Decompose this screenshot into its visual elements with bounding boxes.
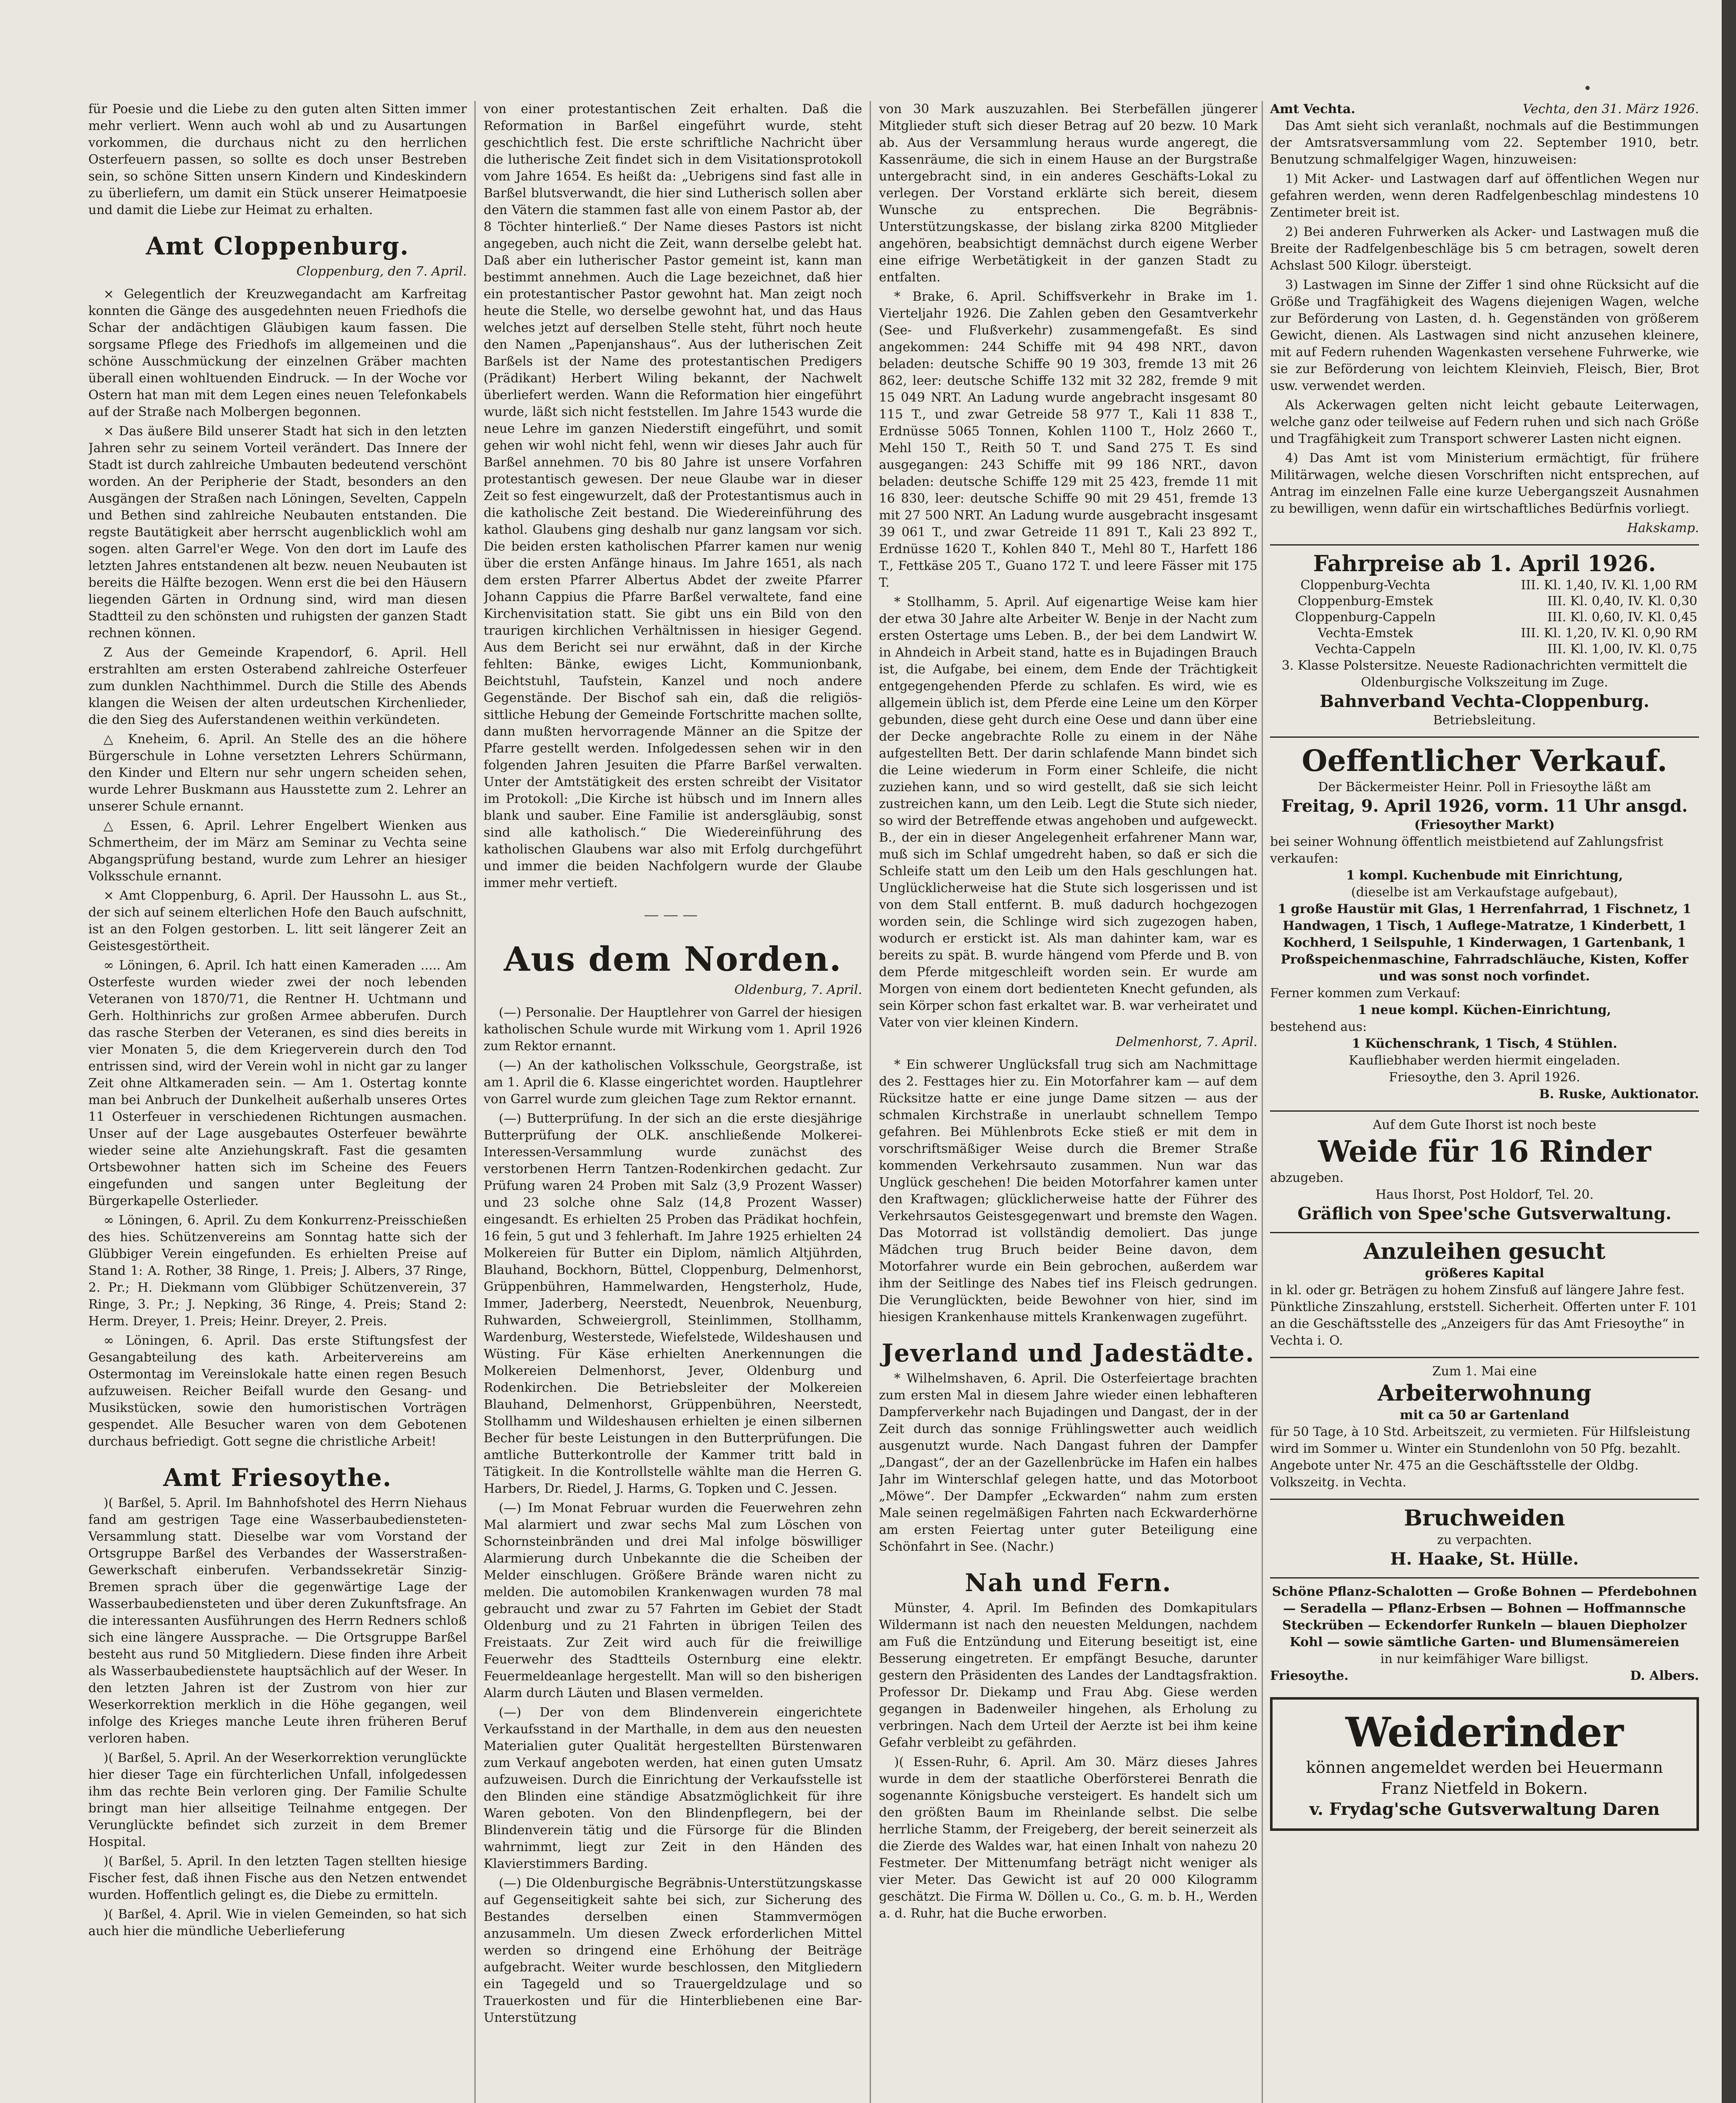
sale-item: 1 Küchenschrank, 1 Tisch, 4 Stühlen. bbox=[1352, 1036, 1617, 1051]
column-rule bbox=[1262, 101, 1263, 2103]
sale-ad bbox=[1270, 736, 1699, 1103]
article-text: (—) Butterprüfung. In der sich an die erste diesjährige Butterprüfung der OLK. anschließende Molkerei-Interessen-Versammlung wurde zunächst des verstorbenen Herrn Tantzen-Rodenkirchen gedacht. Zur Prüfung waren 24 Proben mit Salz (3,9 Prozent Wasser) und 23 solche ohne Salz (14,8 Prozent Wasser) eingesandt. Es erhielten 25 Proben das Prädikat hochfein, 16 fein, 5 gut und 3 fehlerhaft. Im Jahre 1925 erhielten 24 Molkereien für Butter ein Diplom, nämlich Altjührden, Blauhand, Bockhorn, Büttel, Cloppenburg, Delmenhorst, Grüppenbühren, Hammelwarden, Hengsterholz, Hude, Immer, Jaderberg, Neerstedt, Neuenbrok, Neuenburg, Ruhwarden, Schweiergroll, Steinlimmen, Stollhamm, Wardenburg, Westerstede, Wiefelstede, Wildeshausen und Wüsting. Für Käse erhielten Anerkennungen die Molkereien Delmenhorst, Jever, Oldenburg und Rodenkirchen. Die Betriebsleiter der Molkereien Blauhand, Delmenhorst, Grüppenbühren, Neerstedt, Stollhamm und Wildeshausen erhielten je einen silbernen Becher für beste Leistungen in den Butterprüfungen. Die amtliche Butterkontrolle der Kammer tritt bald in Tätigkeit. In die Kontrollstelle wählte man die Herren G. Harbers, Dr. Riedel, J. Harms, G. Topken und C. Jessen. bbox=[484, 1111, 862, 1496]
article-text: (—) Personalie. Der Hauptlehrer von Garrel der hiesigen katholischen Schule wurde mit Wirkung vom 1. April 1926 zum Rektor ernannt. bbox=[484, 1005, 862, 1054]
article-text: Münster, 4. April. Im Befinden des Domkapitulars Wildermann ist nach den neuesten Meldungen, nachdem am Fuß die Entzündung und Eiterung beseitigt ist, eine Besserung eingetreten. Er empfängt Besuche, darunter gestern den Präsidenten des Landes der Landtagsfraktion. Professor Dr. Diekamp und Frau Abg. Giese werden gegangen in Badenweiler hingehen, als Erholung zu verbringen. Nach dem Urteil der Aerzte ist bei ihm keine Gefahr verbleibt zu gefährden. bbox=[879, 1601, 1257, 1750]
notice-text: 1) Mit Acker- und Lastwagen darf auf öffentlichen Wegen nur gefahren werden, wenn deren Radfelgenbeschlag mindestens 10 Zentimeter breit ist. bbox=[1270, 172, 1699, 220]
notice-text: Als Ackerwagen gelten nicht leicht gebaute Leiterwagen, welche ganz oder teilweise auf Federn ruhen und sich nach Größe und Tragfähigkeit zum Transport schwerer Lasten nicht eignen. bbox=[1270, 398, 1699, 446]
dwelling-ad bbox=[1270, 1357, 1699, 1491]
pasture-org: Gräflich von Spee'sche Gutsverwaltung. bbox=[1297, 1204, 1672, 1224]
notice-text: Das Amt sieht sich veranlaßt, nochmals auf die Bestimmungen der Amtsratsversammlung vom 22. September 1910, betr. Benutzung schmalfelgiger Wagen, hinzuweisen: bbox=[1270, 119, 1699, 167]
article-text: für Poesie und die Liebe zu den guten alten Sitten immer mehr verliert. Wenn auch wohl ab und zu Ausartungen vorkommen, die durchaus nicht zu den herrlichen Osterfeuern passen, so sollte es doch unser Bestreben sein, so schöne Sitten unsern Kindern und Kindeskindern zu überliefern, um damit ein Stück unserer Heimatpoesie und damit die Liebe zur Heimat zu erhalten. bbox=[88, 102, 467, 217]
pasture-text: Haus Ihorst, Post Holdorf, Tel. 20. bbox=[1375, 1187, 1594, 1202]
article-text: von 30 Mark auszuzahlen. Bei Sterbefällen jüngerer Mitglieder stuft sich dieser Betrag auf 20 bezw. 10 Mark ab. Aus der Versammlung heraus wurde angeregt, die Kassenräume, die sich in einem Hause an der Burgstraße untergebracht sind, in ein anderes Geschäfts-Lokal zu verlegen. Der Vorstand erklärte sich bereit, diesem Wunsche zu entsprechen. Die Begräbnis-Unterstützungskasse, der bislang zirka 8200 Mitglieder angehören, beabsichtigt demnächst durch eigene Werber eine eifrige Werbetätigkeit in der ganzen Stadt zu entfalten. bbox=[879, 102, 1257, 285]
fare-cell: III. Kl. 1,40, IV. Kl. 1,00 RM bbox=[1521, 578, 1697, 593]
article-text: (—) Der von dem Blindenverein eingerichtete Verkaufsstand in der Marthalle, in dem aus den neuesten Materialien guter Qualität hergestellten Bürstenwaren zum Verkauf angeboten werden, hat einen guten Umsatz aufzuweisen. Durch die Einrichtung der Verkaufsstelle ist den Blinden eine ständige Absatzmöglichkeit für ihre Waren geboten. Von den Blindenpflegern, bei der Blindenverein tätig und die Fürsorge für die Blinden wahrnimmt, liegt zur Zeit in den Händen des Klavierstimmers Barding. bbox=[484, 1705, 862, 1871]
article-text: △ Kneheim, 6. April. An Stelle des an die höhere Bürgerschule in Lohne versetzten Lehrers Schürmann, den Kinder und Eltern nur sehr ungern scheiden sehen, wurde Lehrer Buskmann aus Hausstette zum 2. Lehrer an unserer Schule ernannt. bbox=[88, 732, 467, 814]
sale-text: bei seiner Wohnung öffentlich meistbietend auf Zahlungsfrist verkaufen: bbox=[1270, 834, 1663, 866]
route-cell: Vechta-Emstek bbox=[1318, 626, 1413, 641]
fare-cell: III. Kl. 0,40, IV. Kl. 0,30 bbox=[1547, 594, 1697, 609]
article-text: * Ein schwerer Unglücksfall trug sich am Nachmittage des 2. Festtages hier zu. Ein Motorfahrer kam — auf dem Rücksitze hatte er eine junge Dame sitzen — aus der schmalen Kirchstraße in unerlaubt schnellem Tempo gefahren. Bei Mühlenbrots Ecke stieß er mit dem in vorschriftsmäßiger Weise durch die Bremer Straße kommenden Verkehrsauto zusammen. Nun war das Unglück geschehen! Die beiden Motorfahrer kamen unter den Kraftwagen; glücklicherweise hatte der Führer des Verkehrsautos Geistesgegenwart und bremste den Wagen. Das Motorrad ist vollständig demoliert. Das junge Mädchen trug Bruch beider Beine davon, dem Motorfahrer wurde ein Bein gebrochen, außerdem war ihm der Seitlinge des Nabes tief ins Fleisch gedrungen. Die Verunglückten, beide Bewohner von hier, sind im hiesigen Krankenhause mittels Krankenwagen zugeführt. bbox=[879, 1057, 1257, 1324]
fare-cell: III. Kl. 1,00, IV. Kl. 0,75 bbox=[1547, 642, 1697, 657]
article-text: * Brake, 6. April. Schiffsverkehr in Brake im 1. Vierteljahr 1926. Die Zahlen geben den Gesamtverkehr (See- und Flußverkehr) zusammengefaßt. Es sind angekommen: 244 Schiffe mit 94 498 NRT., davon beladen: deutsche Schiffe 90 19 303, fremde 13 mit 26 862, leer: deutsche Schiffe 132 mit 32 282, fremde 9 mit 15 049 NRT. An Ladung wurde angebracht insgesamt 80 115 T., und zwar Getreide 58 977 T., Kali 11 838 T., Erdnüsse 5065 Tonnen, Kohlen 1100 T., Holz 2660 T., Mehl 150 T., Reith 50 T. und Sand 275 T. Es sind ausgegangen: 243 Schiffe mit 99 186 NRT., davon beladen: deutsche Schiffe 129 mit 25 423, fremde 11 mit 16 830, leer: deutsche Schiffe 90 mit 29 451, fremde 13 mit 27 500 NRT. An Ladung wurde ausgebracht insgesamt 39 061 T., und zwar Getreide 11 891 T., Kali 23 892 T., Erdnüsse 1620 T., Kohlen 840 T., Mehl 80 T., Harfett 186 T., Fettkäse 205 T., Guano 172 T. und leere Fässer mit 175 T. bbox=[879, 289, 1257, 590]
article-text: × Amt Cloppenburg, 6. April. Der Haussohn L. aus St., der sich auf seinem elterlichen Hofe den Bauch aufschnitt, ist an den Folgen gestorben. L. litt seit längerer Zeit an Geistesgestörtheit. bbox=[88, 888, 467, 954]
section-heading: Amt Friesoythe. bbox=[163, 1463, 392, 1492]
fares-note: 3. Klasse Polstersitze. Neueste Radionachrichten vermittelt die Oldenburgische Volkszeitung im Zuge. bbox=[1281, 658, 1688, 690]
sale-when: Freitag, 9. April 1926, vorm. 11 Uhr ansgd. bbox=[1281, 796, 1688, 816]
dateline: Delmenhorst, 7. April. bbox=[1115, 1035, 1257, 1049]
plants-footer bbox=[1270, 1668, 1699, 1685]
article-text: )( Barßel, 5. April. In den letzten Tagen stellten hiesige Fischer fest, daß ihnen Fische aus den Netzen entwendet wurden. Hoffentlich gelingt es, die Diebe zu ermitteln. bbox=[88, 1854, 467, 1902]
sale-where: (Friesoyther Markt) bbox=[1414, 818, 1555, 832]
article-text: × Das äußere Bild unserer Stadt hat sich in den letzten Jahren sehr zu seinem Vorteil verändert. Das Innere der Stadt ist durch zahlreiche Umbauten bedeutend verschönt worden. An der Peripherie der Stadt, besonders an den Ausgängen der Straßen nach Löningen, Sevelten, Cappeln und Bethen sind zahlreiche Neubauten entstanden. Die regste Bautätigkeit aber herrscht augenblicklich wohl am sogen. alten Garrel'er Wege. Von den dort im Laufe des letzten Jahres entstandenen alt bezw. neuen Neubauten ist bereits die Hälfte bezogen. Wenn erst die bei den Häusern liegenden Gärten in Ordnung sind, wird man diesen Stadtteil zu den schönsten und ruhigsten der ganzen Stadt rechnen können. bbox=[88, 424, 467, 641]
article-text: * Stollhamm, 5. April. Auf eigenartige Weise kam hier der etwa 30 Jahre alte Arbeiter W. Benje in der Nacht zum ersten Ostertage ums Leben. B., der bei dem Landwirt W. in Ahndeich in Arbeit stand, hatte es in Bujadingen Brauch ist, die Aufgabe, bei einem, dem Ende der Trächtigkeit entgegengehenden Pferde zu schlafen. Es wird, wie es allgemein üblich ist, dem Pferde eine Leine um den Körper gebunden, diese geht durch eine Oese und dann über eine der Decke angebrachte Rolle zu einem in der Nähe aufgestellten Bett. Der darin schlafende Mann bindet sich die Leine wiederum in Form einer Schleife, die nicht zuziehen kann, und so wird gestellt, daß sie sich leicht zustreichen kann, um den Leib. Legt die Stute sich nieder, so wird der Betreffende etwas angehoben und aufgeweckt. B., der ein in dieser Angelegenheit erfahrener Mann war, muß sich im Schlaf umgedreht haben, so daß er sich die Schleife statt um den Leib um den Hals geschlungen hat. Unglücklicherweise hat die Stute sich losgerissen und ist von dem Stall entfernt. B. muß dadurch hochgezogen worden sein, die Schlinge wird sich zugezogen haben, wodurch er erstickt ist. Als man dahinter kam, war es bereits zu spät. B. wurde hängend vom Pferde und B. von dem Pferde mitgeschleift worden sein. Er wurde am Morgen von einem dort bedienteten Knecht gefunden, als sein Körper schon fast erkaltet war. B. war verheiratet und Vater von vier kleinen Kindern. bbox=[879, 595, 1257, 1030]
scan-edge bbox=[1722, 0, 1736, 2103]
section-heading: Jeverland und Jadestädte. bbox=[881, 1339, 1255, 1367]
article-text: (—) Im Monat Februar wurden die Feuerwehren zehn Mal alarmiert und zwar sechs Mal zum Löschen von Schornsteinbränden und drei Mal infolge böswilliger Alarmierung durch Unbekannte die die Scheiben der Melder einschlugen. Größere Brände waren nicht zu melden. Die automobilen Krankenwagen wurden 78 mal gebraucht und zwar zu 57 Fahrten im Gebiet der Stadt Oldenburg und zu 21 Fahrten in übrigen Teilen des Freistaats. Zur Zeit wird auch für die freiwillige Feuerwehr des Stadtteils Osternburg eine elektr. Feuermeldeanlage hergestellt. Man will so den bisherigen Alarm durch Läuten und Blasen vermelden. bbox=[484, 1501, 862, 1700]
column-3 bbox=[879, 101, 1257, 2103]
route-cell: Cloppenburg-Emstek bbox=[1297, 594, 1433, 609]
article-text: )( Barßel, 5. April. An der Weserkorrektion verunglückte hier dieser Tage ein fürchterlichen Unfall, infolgedessen ihm das rechte Bein verloren ging. Der Familie Schulte bringt man hier allseitige Teilnahme entgegen. Der Verunglückte befindet sich zurzeit in dem Bremer Hospital. bbox=[88, 1751, 467, 1849]
ink-dot bbox=[1585, 86, 1590, 90]
article-text: △ Essen, 6. April. Lehrer Engelbert Wienken aus Schmertheim, der im März am Seminar zu Vechta seine Abgangsprüfung bestand, wurde zum Lehrer an hiesiger Volksschule ernannt. bbox=[88, 818, 467, 884]
sale-place: Friesoythe, den 3. April 1926. bbox=[1389, 1070, 1580, 1085]
sale-title: Oeffentlicher Verkauf. bbox=[1302, 743, 1667, 778]
article-text: (—) Die Oldenburgische Begräbnis-Unterstützungskasse auf Gegenseitigkeit sahte bei sich, zur Sicherung des Bestandes derselben einen Stammvermögen anzusammeln. Um diesen Zweck erforderlichen Mittel werden so dringend eine Erhöhung der Beiträge aufgebracht. Weiter wurde beschlossen, den Mitgliedern ein Tagegeld und so Trauergeldzulage und so Trauerkosten und für die Hinterbliebenen eine Bar-Unterstützung bbox=[484, 1876, 862, 2025]
section-heading: Nah und Fern. bbox=[965, 1568, 1172, 1597]
article-text: * Wilhelmshaven, 6. April. Die Osterfeiertage brachten zum ersten Mal in diesem Jahre wieder einen lebhafteren Dampferverkehr nach Bujadingen und Dangast, der in der Zeit durch das sonnige Frühlingswetter auch weidlich ausgenutzt wurde. Nach Dangast fuhren der Dampfer „Dangast“, der an der Gazellenbrücke im Hafen ein halbes Jahr im Winterschlaf gelegen hatte, und das Motorboot „Möwe“. Der Dampfer „Eckwarden“ nahm zum ersten Male seinen regelmäßigen Fahrten nach Eckwarderhörne am ersten Feiertag unter guter Beteiligung eine Schönfahrt in See. (Nachr.) bbox=[879, 1371, 1257, 1554]
dwelling-text: Angebote unter Nr. 475 an die Geschäftsstelle der Oldbg. Volkszeitg. in Vechta. bbox=[1270, 1458, 1639, 1490]
cattle-text: können angemeldet werden bei Heuermann Franz Nietfeld in Bokern. bbox=[1306, 1758, 1663, 1798]
notice-text: 4) Das Amt ist vom Ministerium ermächtigt, für frühere Militärwagen, welche diesen Vorschriften nicht entsprechen, auf Antrag im einzelnen Falle eine kurze Uebergangszeit Ausnahmen zu bewilligen, wenn dafür ein wirtschaftliches Bedürfnis vorliegt. bbox=[1270, 451, 1699, 516]
plants-ad bbox=[1270, 1577, 1699, 1685]
section-heading: Aus dem Norden. bbox=[504, 939, 842, 979]
willow-title: Bruchweiden bbox=[1404, 1505, 1565, 1531]
section-heading: Amt Cloppenburg. bbox=[146, 232, 410, 260]
sale-item: 1 kompl. Kuchenbude mit Einrichtung, bbox=[1346, 868, 1623, 883]
dwelling-text: Zum 1. Mai eine bbox=[1432, 1364, 1537, 1379]
plants-signature: D. Albers. bbox=[1630, 1669, 1699, 1683]
sale-text: Kaufliebhaber werden hiermit eingeladen. bbox=[1349, 1053, 1620, 1068]
cattle-org: v. Frydag'sche Gutsverwaltung Daren bbox=[1309, 1799, 1660, 1819]
section-heading: Amt Vechta. bbox=[1270, 102, 1355, 117]
article-text: × Gelegentlich der Kreuzwegandacht am Karfreitag konnten die Gänge des ausgedehnten neuen Friedhofs die Schar der andächtigen Gläubigen kaum fassen. Die sorgsame Pflege des Friedhofs im allgemeinen und die schöne Ausschmückung der einzelnen Gräber machten überall einen wohltuenden Eindruck. — In der Woche vor Ostern hat man mit dem Legen eines neuen Telefonkabels auf der Straße nach Molbergen begonnen. bbox=[88, 287, 467, 419]
article-text: ∞ Löningen, 6. April. Das erste Stiftungsfest der Gesangabteilung des kath. Arbeitervereins am Ostermontag im Vereinslokale hatte einen regen Besuch aufzuweisen. Reicher Beifall wurde den Gesang- und Musikstücken, sowie den humoristischen Vorträgen gespendet. Alle Besucher waren von dem Gebotenen durchaus befriedigt. Gott segne die christliche Arbeit! bbox=[88, 1333, 467, 1449]
plants-place: Friesoythe. bbox=[1270, 1669, 1349, 1683]
article-text: ∞ Löningen, 6. April. Zu dem Konkurrenz-Preisschießen des hies. Schützenvereins am Sonntag hatte sich der Glübbiger Verein eingefunden. Es erhielten Preise auf Stand 1: A. Rother, 38 Ringe, 1. Preis; J. Albers, 37 Ringe, 2. Pr.; H. Diekmann vom Glübbiger Schützenverein, 37 Ringe, 3. Pr.; J. Nepking, 36 Ringe, 4. Preis; Stand 2: Herm. Dreyer, 1. Preis; Heinr. Dreyer, 2. Preis. bbox=[88, 1213, 467, 1329]
column-rule bbox=[870, 101, 871, 2103]
willow-sub: zu verpachten. bbox=[1437, 1533, 1532, 1547]
route-cell: Cloppenburg-Cappeln bbox=[1295, 610, 1436, 625]
article-text: (—) An der katholischen Volksschule, Georgstraße, ist am 1. April die 6. Klasse eingerichtet worden. Hauptlehrer von Garrel wurde zum gleichen Tage zum Rektor ernannt. bbox=[484, 1058, 862, 1107]
cattle-ad bbox=[1270, 1697, 1699, 1831]
article-text: Z Aus der Gemeinde Krapendorf, 6. April. Hell erstrahlten am ersten Osterabend zahlreiche Osterfeuer zum dunklen Nachthimmel. Durch die Stille des Abends klangen die Weisen der alten urdeutschen Kirchenlieder, die den Sieg des Auferstandenen weithin verkündeten. bbox=[88, 645, 467, 727]
loan-sub: größeres Kapital bbox=[1425, 1266, 1544, 1281]
table-row bbox=[1270, 625, 1699, 641]
signature: Hakskamp. bbox=[1627, 521, 1699, 535]
fares-table bbox=[1270, 577, 1699, 657]
willow-signature: H. Haake, St. Hülle. bbox=[1390, 1549, 1579, 1569]
pasture-text: abzugeben. bbox=[1270, 1171, 1344, 1185]
column-rule bbox=[474, 101, 476, 2103]
column-4 bbox=[1270, 101, 1699, 2103]
loan-text: in kl. oder gr. Beträgen zu hohem Zinsfuß auf längere Jahre fest. Pünktliche Zinszahlung, erststell. Sicherheit. Offerten unter F. 101 an die Geschäftsstelle des „Anzeigers für das Amt Friesoythe“ in Vechta i. O. bbox=[1270, 1283, 1698, 1348]
notice-text: 3) Lastwagen im Sinne der Ziffer 1 sind ohne Rücksicht auf die Größe und Tragfähigkeit des Wagens diejenigen Wagen, welche zur Beförderung von Lasten, d. h. Gegenständen von größerem Gewicht, dienen. Als Lastwagen sind nicht anzusehen kleinere, mit auf Federn ruhenden Wagenkasten versehene Fuhrwerke, wie sie zur Beförderung von leichtem Kleinvieh, Fleisch, Bier, Brot usw. verwendet werden. bbox=[1270, 278, 1699, 393]
sale-text: Ferner kommen zum Verkauf: bbox=[1270, 986, 1461, 1001]
cattle-title: Weiderinder bbox=[1345, 1708, 1624, 1756]
pasture-title: Weide für 16 Rinder bbox=[1318, 1134, 1651, 1169]
fares-title: Fahrpreise ab 1. April 1926. bbox=[1313, 551, 1656, 577]
dateline: Oldenburg, 7. April. bbox=[734, 983, 862, 997]
loan-title: Anzuleihen gesucht bbox=[1363, 1239, 1606, 1264]
notice-header bbox=[1270, 101, 1699, 118]
dateline: Vechta, den 31. März 1926. bbox=[1522, 102, 1699, 117]
column-1 bbox=[88, 101, 467, 2103]
plants-text: in nur keimfähiger Ware billigst. bbox=[1380, 1652, 1589, 1666]
sale-text: Der Bäckermeister Heinr. Poll in Friesoythe läßt am bbox=[1318, 780, 1651, 795]
table-row bbox=[1270, 609, 1699, 625]
pasture-text: Auf dem Gute Ihorst ist noch beste bbox=[1373, 1118, 1596, 1132]
loan-ad bbox=[1270, 1232, 1699, 1349]
willow-ad bbox=[1270, 1499, 1699, 1570]
dateline: Cloppenburg, den 7. April. bbox=[296, 264, 467, 279]
dwelling-title: Arbeiterwohnung bbox=[1377, 1380, 1592, 1406]
table-row bbox=[1270, 641, 1699, 657]
newspaper-page bbox=[88, 101, 1703, 2103]
article-text: )( Essen-Ruhr, 6. April. Am 30. März dieses Jahres wurde in dem der staatliche Oberförsterei Benrath die sogenannte Königsbuche versteigert. Es handelt sich um den größten Baum im Rheinlande selbst. Die selbe herrliche Stamm, der Freigeberg, der bereit seinerzeit als die Zierde des Waldes war, hat einen Inhalt von nahezu 20 Festmeter. Der Mittenumfang beträgt nicht weniger als vier Meter. Das Gewicht ist auf 20 000 Kilogramm geschätzt. Die Firma W. Döllen u. Co., G. m. b. H., Werden a. d. Ruhr, hat die Buche erworben. bbox=[879, 1755, 1257, 1921]
sale-item-note: (dieselbe ist am Verkaufstage aufgebaut), bbox=[1351, 885, 1618, 900]
sale-signature: B. Ruske, Auktionator. bbox=[1539, 1087, 1699, 1102]
article-text: )( Barßel, 5. April. Im Bahnhofshotel des Herrn Niehaus fand am gestrigen Tage eine Wasserbaubediensteten-Versammlung statt. Dieselbe war vom Vorstand der Ortsgruppe Barßel des Verbandes der Wasserstraßen-Gewerkschaft einberufen. Verbandssekretär Sinzig-Bremen sprach über die gegenwärtige Lage der Wasserbaubediensteten und über deren Zukunftsfrage. An die interessanten Ausführungen des Herrn Redners schloß sich eine längere Aussprache. — Die Ortsgruppe Barßel besteht aus rund 50 Mitgliedern. Diese finden ihre Arbeit als Wasserbaubedienstete hauptsächlich auf der Weser. In den letzten Jahren ist der Zustrom von hier zur Weserkorrektion merklich in die Höhe gegangen, weil infolge des Krieges manche Leute ihren früheren Beruf verloren haben. bbox=[88, 1496, 467, 1746]
sale-text: bestehend aus: bbox=[1270, 1020, 1367, 1034]
pasture-ad bbox=[1270, 1110, 1699, 1224]
separator-ornament: ——— bbox=[644, 906, 702, 924]
sale-item: 1 neue kompl. Küchen-Einrichtung, bbox=[1358, 1003, 1612, 1017]
notice-text: 2) Bei anderen Fuhrwerken als Acker- und Lastwagen muß die Breite der Radfelgenbeschläge bis 5 cm betragen, sowelt deren Achslast 500 Kilogr. übersteigt. bbox=[1270, 225, 1699, 273]
table-row bbox=[1270, 593, 1699, 609]
plants-text: Schöne Pflanz-Schalotten — Große Bohnen — Pferdebohnen — Seradella — Pflanz-Erbsen — Bohnen — Hoffmannsche Steckrüben — Eckendorfer Runkeln — blauen Diepholzer Kohl — sowie sämtliche Garten- und Blumensämereien bbox=[1272, 1584, 1697, 1650]
route-cell: Cloppenburg-Vechta bbox=[1300, 578, 1431, 593]
article-text: von einer protestantischen Zeit erhalten. Daß die Reformation in Barßel eingeführt wurde, steht geschichtlich fest. Die erste schriftliche Nachricht über die lutherische Zeit findet sich in dem Visitationsprotokoll vom Jahre 1654. Es heißt da: „Uebrigens sind fast alle in Barßel blutsverwandt, die hier sind Lutherisch sollen aber den Vätern die stammen fast alle von einem Pastor ab, der 8 Töchter hinterließ.“ Der Name dieses Pastors ist nicht angegeben, auch nicht die Zeit, wann derselbe gelebt hat. Daß aber ein lutherischer Pastor gemeint ist, kann man bestimmt annehmen. Auch die Lage bezeichnet, daß hier ein protestantischer Pastor gewohnt hat. Man zeigt noch heute die Stelle, wo derselbe gewohnt hat, und das Haus welches jetzt auf derselben Stelle steht, führt noch heute den Namen „Papenjanshaus“. Aus der lutherischen Zeit Barßels ist der Name des protestantischen Predigers (Prädikant) Herbert Wiling bekannt, der Nachwelt überliefert werden. Wann die Reformation hier eingeführt wurde, läßt sich nicht feststellen. Im Jahre 1543 wurde die neue Lehre im ganzen Niederstift eingeführt, und somit gehen wir wohl nicht fehl, wenn wir dieses Jahr auch für Barßel annehmen. 70 bis 80 Jahre ist unsere Vorfahren protestantisch gewesen. Der neue Glaube war in dieser Zeit so fest eingewurzelt, daß der Protestantismus auch in die katholische Zeit bestand. Die Wiedereinführung des kathol. Glaubens ging deshalb nur ganz langsam vor sich. Die beiden ersten katholischen Pfarrer kamen nur wenig über die ersten Anfänge hinaus. Im Jahre 1651, als nach dem ersten Pfarrer Albertus Abdet der zweite Pfarrer Johann Cappius die Pfarre Barßel verwaltete, fand eine Kirchenvisitation statt. Sie gibt uns ein Bild von den traurigen kirchlichen Verhältnissen in hiesiger Gegend. Aus dem Bericht sei nur erwähnt, daß in der Kirche fehlten: Bänke, ewiges Licht, Kommunionbank, Beichtstuhl, Taufstein, Kanzel und noch andere Gegenstände. Der Bischof sah ein, daß die religiös-sittliche Hebung der Gemeinde Fortschritte machen sollte, dann mußten hervorragende Männer an die Spitze der Pfarre gestellt werden. Infolgedessen sehen wir in den folgenden Jahren Jesuiten die Pfarre Barßel verwalten. Unter der Amtstätigkeit des ersten schreibt der Visitator im Protokoll: „Die Kirche ist hübsch und im Innern alles blank und sauber. Eine Familie ist andersgläubig, sonst sind alle katholisch.“ Die Wiedereinführung des katholischen Glaubens war also mit Erfolg durchgeführt und immer die beiden Nachfolgern wurde der Glaube immer mehr vertieft. bbox=[484, 102, 862, 890]
table-row bbox=[1270, 577, 1699, 593]
dwelling-text: für 50 Tage, à 10 Std. Arbeitszeit, zu vermieten. Für Hilfsleistung wird im Sommer u. Winter ein Stundenlohn von 50 Pfg. bezahlt. bbox=[1270, 1425, 1691, 1456]
article-text: ∞ Löningen, 6. April. Ich hatt einen Kameraden ..... Am Osterfeste wurden wieder zwei der noch lebenden Veteranen von 1870/71, die Rentner H. Uchtmann und Gerh. Holthinrichs zur großen Armee abberufen. Durch das rasche Sterben der Veteranen, es sind dies bereits in vier Monaten 5, die dem Kriegerverein durch den Tod entrissen sind, wird der Verein wohl in nicht gar zu langer Zeit ohne Altkameraden sein. — Am 1. Ostertag konnte man bei Anbruch der Dunkelheit außerhalb unseres Ortes 11 Osterfeuer in verschiedenen Richtungen ausmachen. Unser auf der Lage ausgebautes Osterfeuer bewährte wieder seine alte Anziehungskraft. Fast die gesamten Ortsbewohner hatten sich im Scheine des Feuers eingefunden und sangen unter Begleitung der Bürgerkapelle Osterlieder. bbox=[88, 958, 467, 1208]
fare-cell: III. Kl. 0,60, IV. Kl. 0,45 bbox=[1547, 610, 1697, 625]
dwelling-sub: mit ca 50 ar Gartenland bbox=[1400, 1408, 1569, 1422]
article-text: )( Barßel, 4. April. Wie in vielen Gemeinden, so hat sich auch hier die mündliche Ueberlieferung bbox=[88, 1907, 467, 1939]
fare-cell: III. Kl. 1,20, IV. Kl. 0,90 RM bbox=[1521, 626, 1697, 641]
route-cell: Vechta-Cappeln bbox=[1315, 642, 1416, 657]
fares-org: Bahnverband Vechta-Cloppenburg. bbox=[1320, 691, 1649, 711]
sale-item: 1 große Haustür mit Glas, 1 Herrenfahrrad, 1 Fischnetz, 1 Handwagen, 1 Tisch, 1 Auflege-Matratze, 1 Kinderbett, 1 Kochherd, 1 Seilspuhle, 1 Kinderwagen, 1 Gartenbank, 1 Proßspeichenmaschine, Fahrradschläuche, Kisten, Koffer und was sonst noch vorfindet. bbox=[1278, 902, 1691, 984]
column-2 bbox=[484, 101, 862, 2103]
fares-sub: Betriebsleitung. bbox=[1433, 713, 1536, 728]
fares-ad bbox=[1270, 544, 1699, 729]
